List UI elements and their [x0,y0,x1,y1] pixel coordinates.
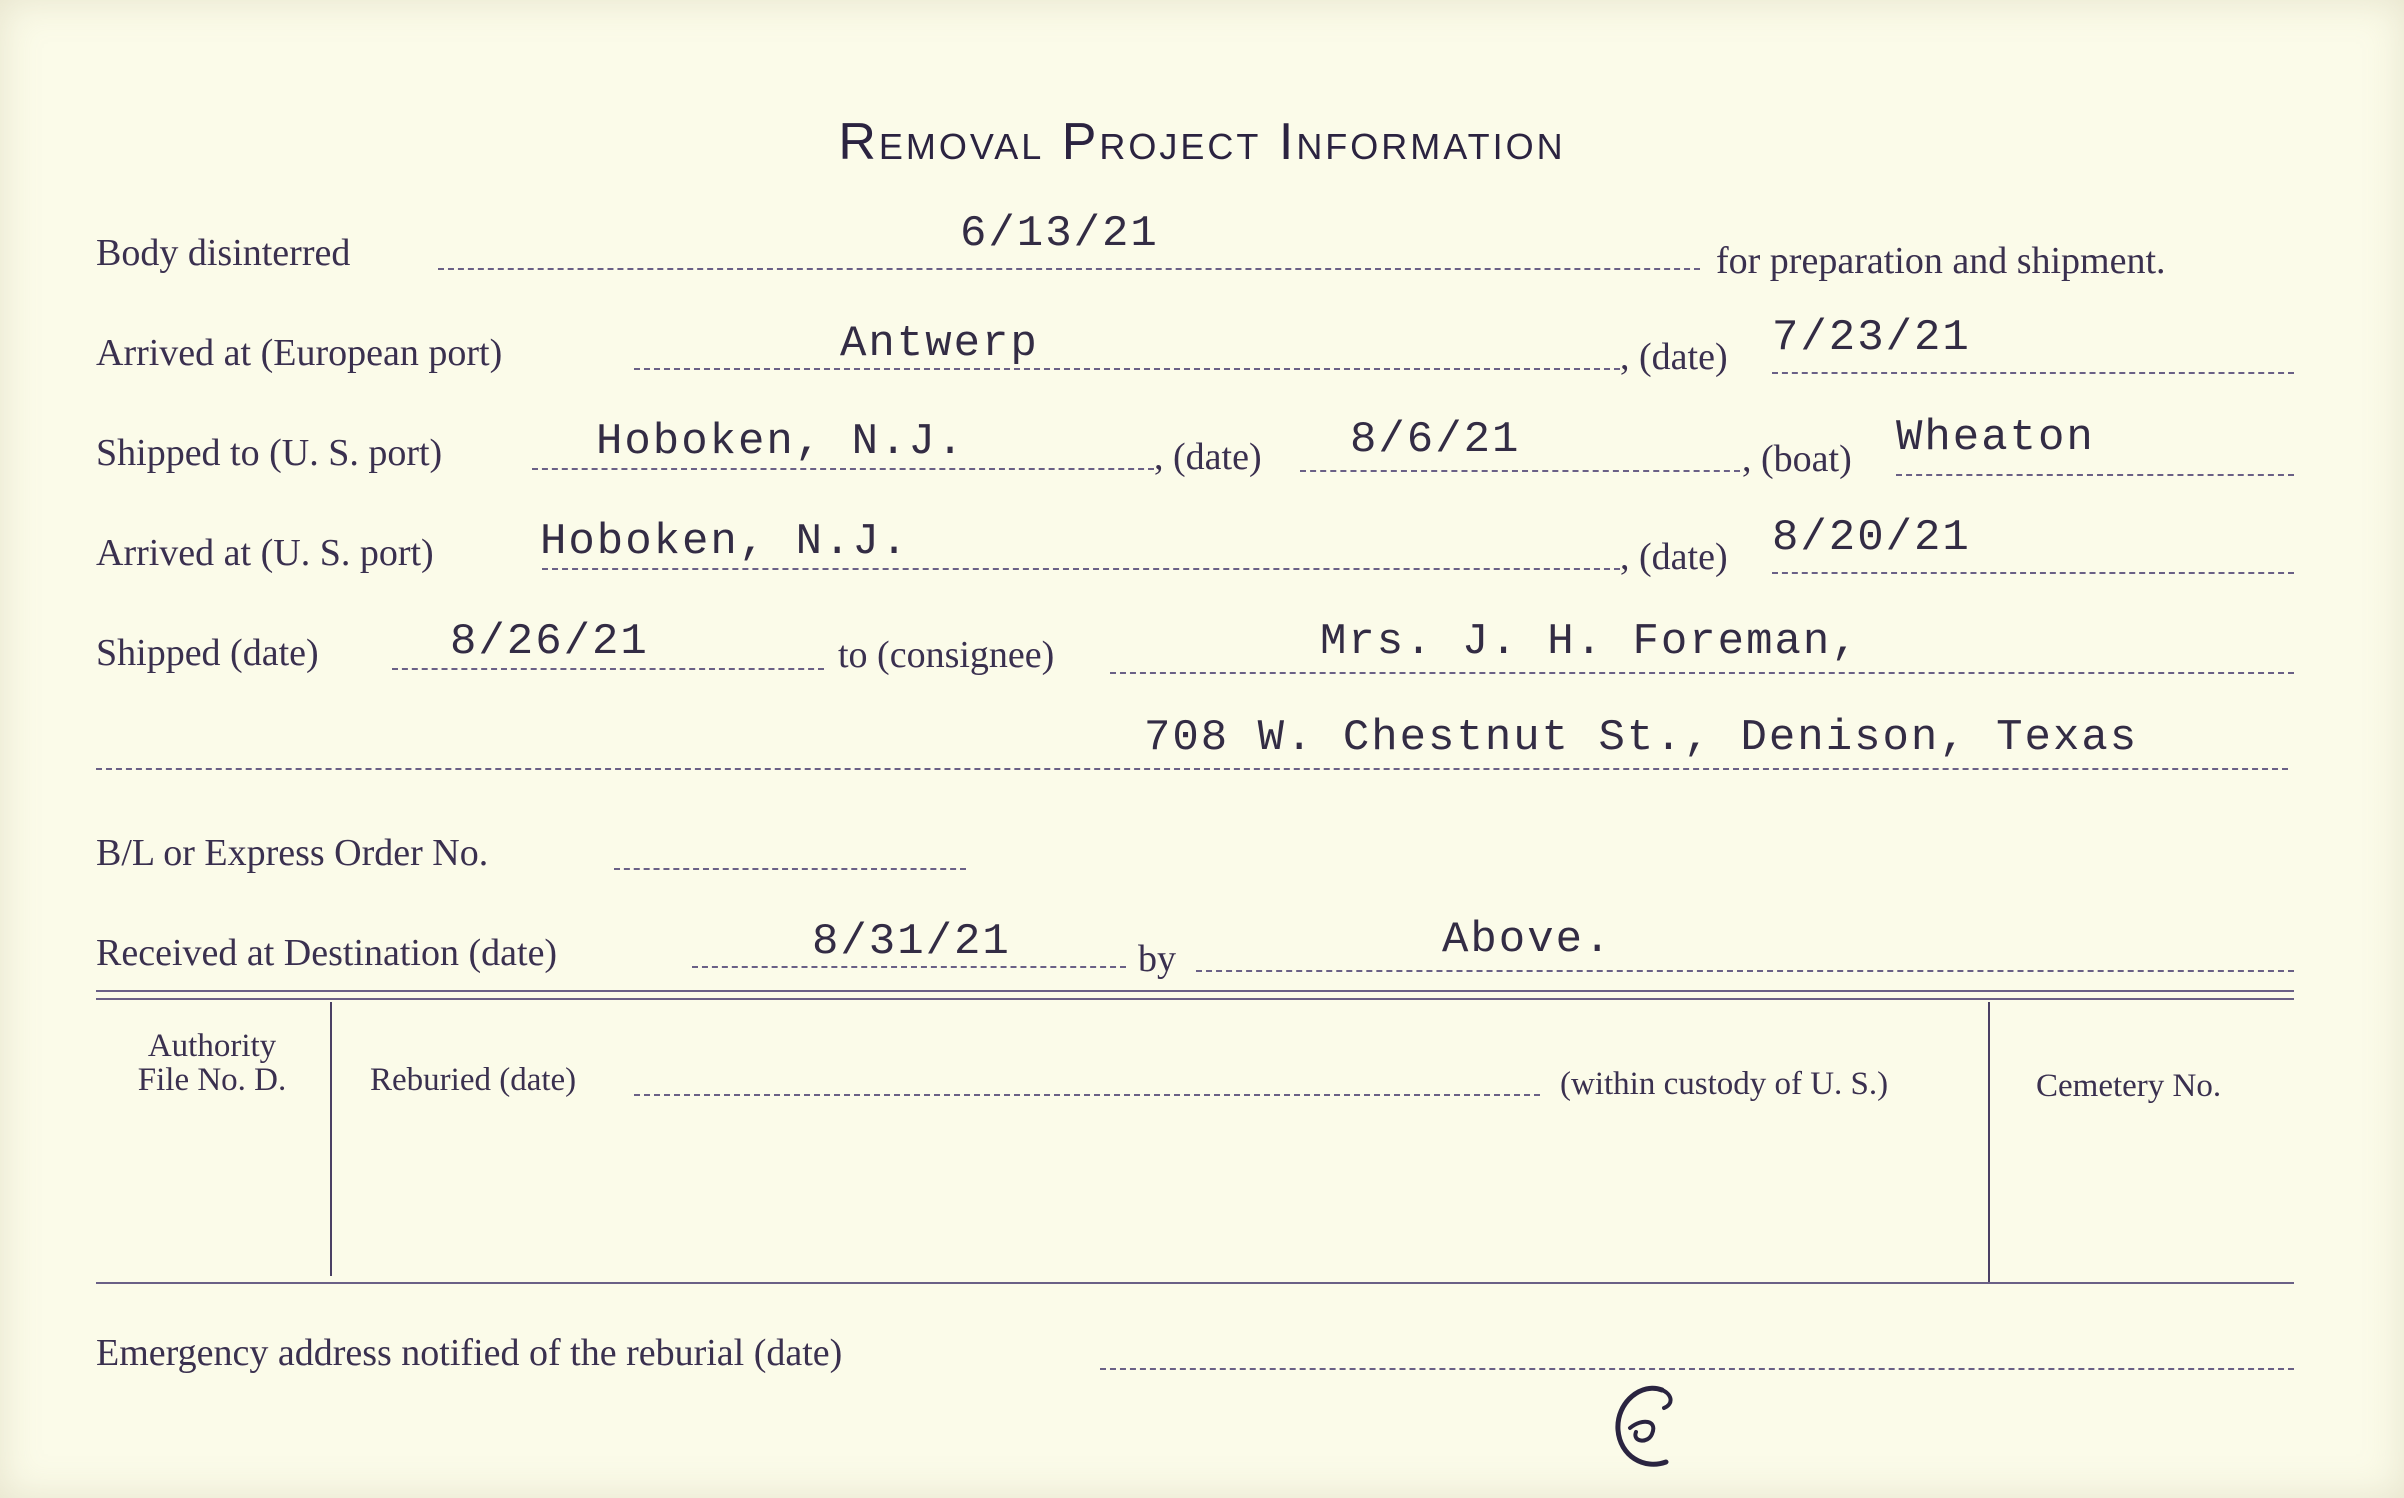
bl-line [614,868,966,870]
table-top-rule [96,990,2294,992]
boat-value: Wheaton [1896,413,2095,463]
by-label: by [1138,938,1176,980]
arrived-us-port-value: Hoboken, N.J. [540,517,910,567]
arrived-us-port-label: Arrived at (U. S. port) [96,532,434,574]
authority-label-line2: File No. D. [137,1062,287,1098]
shipped-date-line [392,668,824,670]
european-date-value: 7/23/21 [1772,313,1971,363]
form-title: Removal Project Information [838,113,1566,171]
emergency-line [1100,1368,2294,1370]
european-port-value: Antwerp [840,319,1039,369]
arrived-us-date-line [1772,572,2294,574]
consignee-name: Mrs. J. H. Foreman, [1320,617,1860,667]
disinterred-label: Body disinterred [96,232,351,274]
custody-label: (within custody of U. S.) [1560,1066,1889,1102]
disinterred-line [438,268,1700,270]
handwritten-initial-mark [1602,1378,1692,1478]
reburied-line [634,1094,1540,1096]
arrived-us-port-line [542,568,1620,570]
consignee-line [1110,672,2294,674]
authority-label-line1: Authority [147,1028,277,1064]
shipped-date-label: Shipped (date) [96,632,319,674]
european-date-label: , (date) [1620,336,1728,378]
emergency-label: Emergency address notified of the reburial (date) [96,1332,843,1374]
received-date-value: 8/31/21 [812,917,1011,967]
table-bottom-rule [96,1282,2294,1284]
by-value: Above. [1442,915,1613,965]
by-line [1196,970,2294,972]
authority-divider [330,1002,332,1276]
received-label: Received at Destination (date) [96,932,558,974]
preparation-suffix: for preparation and shipment. [1716,240,2166,282]
shipped-date-value: 8/26/21 [450,617,649,667]
reburied-label: Reburied (date) [370,1062,577,1098]
consignee-address: 708 W. Chestnut St., Denison, Texas [1144,713,2139,763]
boat-line [1896,474,2294,476]
cemetery-divider [1988,1002,1990,1282]
cemetery-label: Cemetery No. [2036,1068,2222,1104]
european-date-line [1772,372,2294,374]
boat-label: , (boat) [1742,438,1852,480]
arrived-us-date-label: , (date) [1620,536,1728,578]
shipped-us-date-value: 8/6/21 [1350,415,1521,465]
shipped-us-date-line [1300,470,1740,472]
disinterred-date: 6/13/21 [960,209,1159,259]
shipped-us-port-label: Shipped to (U. S. port) [96,432,443,474]
shipped-us-port-value: Hoboken, N.J. [596,417,966,467]
shipped-us-port-line [532,468,1154,470]
european-port-label: Arrived at (European port) [96,332,503,374]
table-top-rule-inner [96,998,2294,1000]
address-line [96,768,2288,770]
arrived-us-date-value: 8/20/21 [1772,513,1971,563]
european-port-line [634,368,1620,370]
bl-label: B/L or Express Order No. [96,832,489,874]
shipped-us-date-label: , (date) [1154,436,1262,478]
consignee-label: to (consignee) [838,634,1055,676]
